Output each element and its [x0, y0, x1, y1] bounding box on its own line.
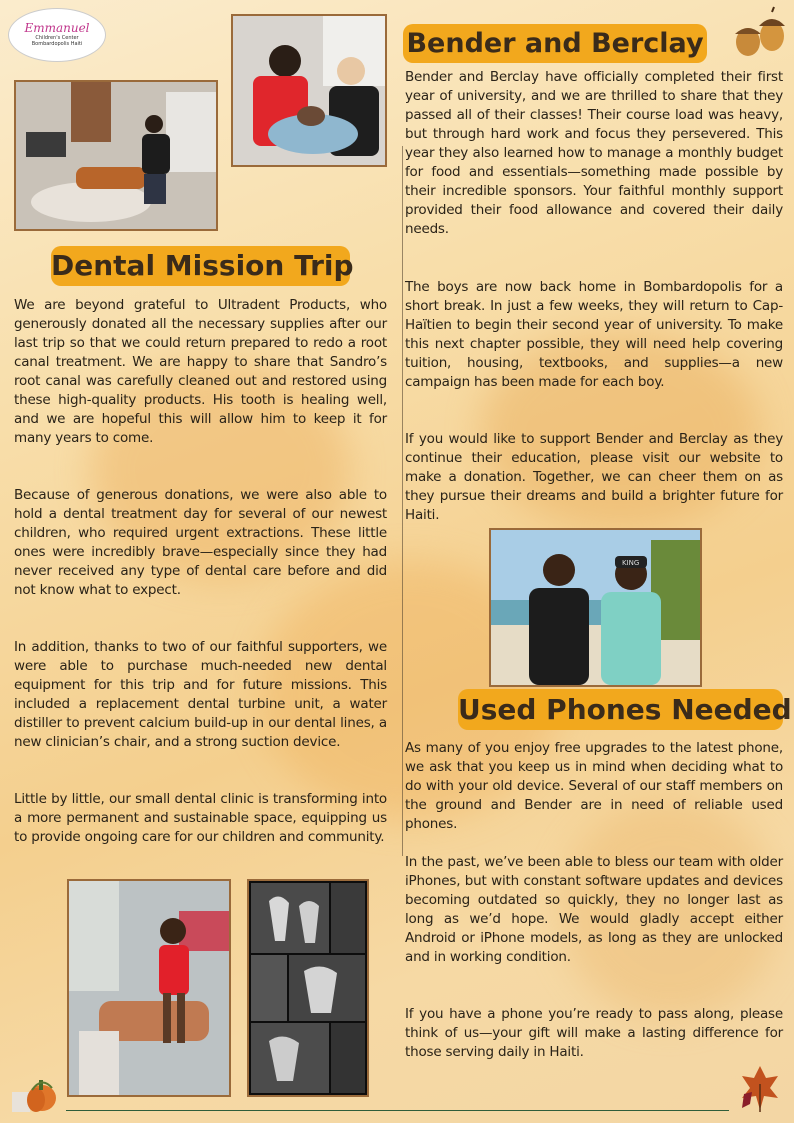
- pumpkin-icon: [12, 1062, 58, 1116]
- dental-paragraph-4: Little by little, our small dental clinic is transforming into a more permanent and sustainable space, equipping us to provide ongoing care for our children and community.: [14, 791, 387, 845]
- logo-name: Emmanuel: [24, 21, 90, 35]
- bender-paragraph-2: The boys are now back home in Bombardopolis for a short break. In just a few weeks, they will return to Cap-Haïtien to begin their second year of university. To make this next chapter possible, they will need help covering tuition, housing, textbooks, and supplies—a new campaign has been made for each boy.: [405, 279, 783, 390]
- students-illustration: [491, 530, 700, 685]
- dental-paragraph-3: In addition, thanks to two of our faithful supporters, we were able to purchase much-needed new dental equipment for this trip and for future missions. This included a replacement dental turbine unit, a water distiller to prevent calcium build-up in our dental lines, a new clinician’s chair, and a strong suction device.: [14, 639, 387, 750]
- xray-illustration: [249, 881, 367, 1095]
- clinic-illustration: [16, 82, 216, 229]
- phones-paragraph-1: As many of you enjoy free upgrades to the latest phone, we ask that you keep us in mind when deciding what to do with your old device. Several of our staff members on the ground and Bender are in need of reliable used phones.: [405, 740, 783, 832]
- dental-xray-photo: [247, 879, 369, 1097]
- bender-berclay-heading: Bender and Berclay: [403, 24, 707, 63]
- dental-clinic-photo: [14, 80, 218, 231]
- dental-paragraph-2: Because of generous donations, we were also able to hold a dental treatment day for several of our newest children, who required urgent extractions. These little ones were incredibly brave—especially since they had never received any type of dental care before and did not know what to expect.: [14, 487, 387, 598]
- cap-text: KING: [622, 559, 640, 567]
- dental-paragraph-1: We are beyond grateful to Ultradent Products, who generously donated all the necessary supplies after our last trip so that we could return prepared to redo a root canal treatment. We are happy to share that Sandro’s root canal was carefully cleaned out and restored using these high-quality products. His tooth is healing well, and we are hopeful this will allow him to keep it for many years to come.: [14, 297, 387, 446]
- dental-mission-heading: Dental Mission Trip: [51, 246, 350, 286]
- bender-paragraph-3: If you would like to support Bender and Berclay as they continue their education, please visit our website to make a donation. Together, we can cheer them on as they pursue their dreams and build a brighter future for Haiti.: [405, 431, 783, 523]
- organization-logo: [8, 8, 106, 62]
- footer-rule: [66, 1110, 729, 1111]
- acorn-icon: [730, 6, 790, 58]
- logo-location: Bombardopolis Haiti: [31, 41, 83, 47]
- dentist-working-photo: [231, 14, 387, 167]
- child-chair-illustration: [69, 881, 229, 1095]
- dentist-illustration: [233, 16, 385, 165]
- column-divider: [402, 146, 403, 856]
- logo-subtitle: Children's Center: [35, 35, 79, 41]
- used-phones-heading: Used Phones Needed: [458, 689, 783, 730]
- bender-paragraph-1: Bender and Berclay have officially completed their first year of university, and we are thrilled to share that they passed all of their classes! Their course load was heavy, but through hard work and focus they persevered. This year they also learned how to manage a monthly budget for food and essentials—something made possible by their incredible sponsors. Your faithful monthly support provided their food allowance and covered their daily needs.: [405, 69, 783, 237]
- bender-berclay-photo: [489, 528, 702, 687]
- phones-paragraph-2: In the past, we’ve been able to bless our team with older iPhones, but with constant software updates and devices becoming outdated so quickly, they no longer last as long as we’d hope. We would gladly accept either Android or iPhone models, as long as they are unlocked and in working condition.: [405, 854, 783, 965]
- child-dental-chair-photo: [67, 879, 231, 1097]
- autumn-leaves-icon: [738, 1064, 782, 1112]
- phones-paragraph-3: If you have a phone you’re ready to pass along, please think of us—your gift will make a lasting difference for those serving daily in Haiti.: [405, 1006, 783, 1060]
